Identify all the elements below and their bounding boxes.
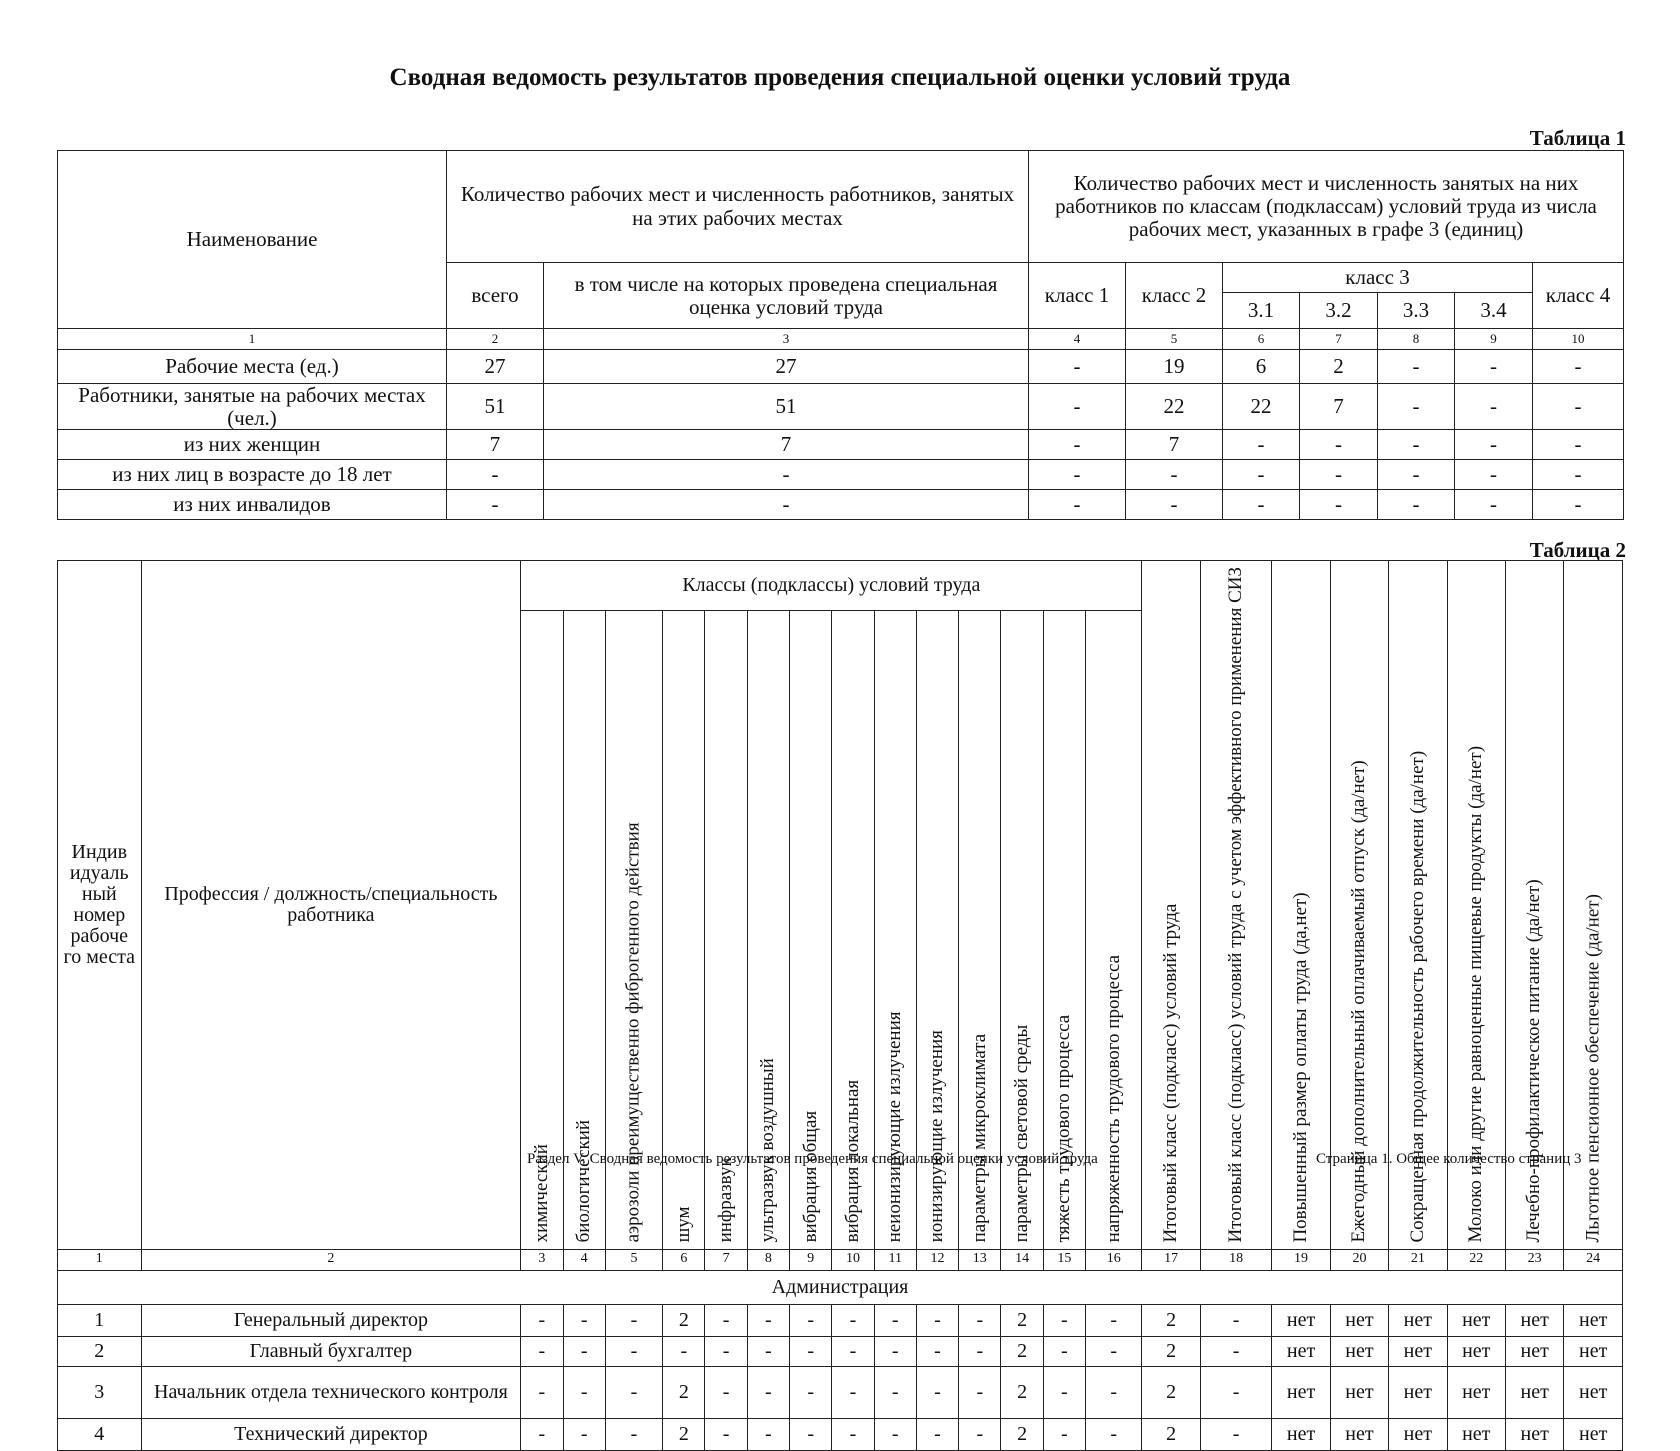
col-number: 10 <box>832 1249 874 1270</box>
t2-row <box>58 1366 1623 1418</box>
t2-cell: - <box>916 1418 958 1450</box>
t1-header-3-3: 3.3 <box>1378 293 1455 329</box>
t1-header-class2: класс 2 <box>1126 263 1223 329</box>
t2-cell: 2 <box>1142 1366 1200 1418</box>
t2-header-guarantee: Молоко или другие равноценные пищевые продукты (да/нет) <box>1447 561 1505 1250</box>
t2-section-administration: Администрация <box>58 1270 1623 1304</box>
t1-row-name: из них лиц в возрасте до 18 лет <box>58 460 447 490</box>
t2-cell: 2 <box>1001 1418 1043 1450</box>
t2-cell: - <box>747 1418 789 1450</box>
t2-cell: нет <box>1447 1418 1505 1450</box>
t2-column-numbers <box>58 1249 1623 1270</box>
col-number: 11 <box>874 1249 916 1270</box>
t2-cell: - <box>563 1366 605 1418</box>
t2-cell: - <box>916 1366 958 1418</box>
col-number: 2 <box>141 1249 521 1270</box>
t1-row-name: из них инвалидов <box>58 490 447 520</box>
col-number: 23 <box>1505 1249 1563 1270</box>
col-number: 13 <box>959 1249 1001 1270</box>
t1-header-3-2: 3.2 <box>1300 293 1378 329</box>
t2-cell: - <box>790 1336 832 1366</box>
t1-header-name: Наименование <box>58 151 447 329</box>
t1-header-class-group: Количество рабочих мест и численность занятых на них работников по классам (подклассам) условий труда из числа рабочих мест, указанных в графе 3 (единиц) <box>1029 151 1624 263</box>
t2-header-factor: ультразвук воздушный <box>747 611 789 1249</box>
t2-cell: - <box>832 1304 874 1336</box>
t2-row-id: 1 <box>58 1304 142 1336</box>
col-number: 7 <box>1300 329 1378 350</box>
t2-header-guarantee: Ежегодный дополнительный оплачиваемый отпуск (да/нет) <box>1330 561 1388 1250</box>
t1-cell: - <box>1455 384 1533 430</box>
t2-cell: - <box>1200 1366 1272 1418</box>
col-number: 4 <box>1029 329 1126 350</box>
t2-cell: нет <box>1330 1304 1388 1336</box>
t1-cell: - <box>1029 460 1126 490</box>
t2-header-guarantee: Сокращенная продолжительность рабочего времени (да/нет) <box>1389 561 1447 1250</box>
t2-cell: нет <box>1272 1366 1330 1418</box>
col-number: 8 <box>747 1249 789 1270</box>
t1-cell: - <box>1029 384 1126 430</box>
t1-cell: - <box>544 460 1029 490</box>
col-number: 5 <box>605 1249 662 1270</box>
t1-body <box>58 350 1624 520</box>
t2-cell: нет <box>1330 1366 1388 1418</box>
col-number: 7 <box>705 1249 747 1270</box>
t1-cell: - <box>1378 350 1455 384</box>
col-number: 3 <box>521 1249 563 1270</box>
t2-cell: нет <box>1564 1418 1623 1450</box>
t2-row <box>58 1336 1623 1366</box>
t2-cell: 2 <box>1001 1366 1043 1418</box>
t2-row-name: Начальник отдела технического контроля <box>141 1366 521 1418</box>
col-number: 21 <box>1389 1249 1447 1270</box>
t2-cell: 2 <box>663 1366 705 1418</box>
t1-cell: - <box>1533 460 1624 490</box>
t2-cell: - <box>521 1304 563 1336</box>
col-number: 3 <box>544 329 1029 350</box>
t2-cell: нет <box>1389 1366 1447 1418</box>
t2-row-id: 2 <box>58 1336 142 1366</box>
t1-cell: 27 <box>447 350 544 384</box>
t2-cell: - <box>705 1336 747 1366</box>
col-number: 16 <box>1086 1249 1142 1270</box>
t2-row-name: Технический директор <box>141 1418 521 1450</box>
t2-cell: нет <box>1447 1304 1505 1336</box>
t2-cell: - <box>563 1336 605 1366</box>
t2-cell: - <box>1043 1304 1085 1336</box>
col-number: 12 <box>916 1249 958 1270</box>
t1-row-name: Работники, занятые на рабочих местах (чел.) <box>58 384 447 430</box>
t2-cell: - <box>874 1418 916 1450</box>
col-number: 17 <box>1142 1249 1200 1270</box>
t2-header-classes-group: Классы (подклассы) условий труда <box>521 561 1142 611</box>
t2-cell: 2 <box>1001 1304 1043 1336</box>
t1-cell: - <box>1378 490 1455 520</box>
t1-cell: 7 <box>447 430 544 460</box>
t2-cell: нет <box>1447 1366 1505 1418</box>
t1-cell: 19 <box>1126 350 1223 384</box>
t1-row <box>58 384 1624 430</box>
t1-cell: - <box>1533 350 1624 384</box>
t2-cell: нет <box>1564 1366 1623 1418</box>
col-number: 9 <box>1455 329 1533 350</box>
t1-cell: - <box>1029 430 1126 460</box>
t1-cell: 51 <box>544 384 1029 430</box>
col-number: 22 <box>1447 1249 1505 1270</box>
t2-cell: нет <box>1505 1336 1563 1366</box>
t2-cell: - <box>832 1336 874 1366</box>
t2-cell: - <box>1200 1304 1272 1336</box>
t1-cell: - <box>447 490 544 520</box>
t2-cell: нет <box>1505 1304 1563 1336</box>
t1-header-assessed: в том числе на которых проведена специальная оценка условий труда <box>544 263 1029 329</box>
t2-header-factor: аэрозоли преимущественно фиброгенного действия <box>605 611 662 1249</box>
t2-cell: - <box>747 1304 789 1336</box>
t1-cell: - <box>544 490 1029 520</box>
t2-cell: нет <box>1564 1304 1623 1336</box>
t1-header-class4: класс 4 <box>1533 263 1624 329</box>
t2-cell: - <box>705 1366 747 1418</box>
t2-cell: - <box>874 1304 916 1336</box>
t2-cell: - <box>959 1366 1001 1418</box>
t1-cell: - <box>1455 490 1533 520</box>
t1-row <box>58 350 1624 384</box>
t1-cell: - <box>1223 490 1300 520</box>
t1-cell: - <box>1300 430 1378 460</box>
t2-cell: - <box>959 1336 1001 1366</box>
t2-cell: нет <box>1389 1418 1447 1450</box>
t2-cell: - <box>563 1304 605 1336</box>
t2-cell: - <box>1086 1304 1142 1336</box>
t2-cell: - <box>705 1418 747 1450</box>
t2-cell: нет <box>1272 1336 1330 1366</box>
page-title: Сводная ведомость результатов проведения специальной оценки условий труда <box>389 64 1291 91</box>
t2-cell: 2 <box>1142 1336 1200 1366</box>
t2-cell: нет <box>1330 1336 1388 1366</box>
t2-cell: - <box>790 1366 832 1418</box>
col-number: 18 <box>1200 1249 1272 1270</box>
t1-cell: - <box>1533 430 1624 460</box>
t2-body <box>58 1304 1623 1450</box>
t2-cell: - <box>1086 1336 1142 1366</box>
t2-row-name: Генеральный директор <box>141 1304 521 1336</box>
col-number: 6 <box>1223 329 1300 350</box>
col-number: 2 <box>447 329 544 350</box>
t2-cell: - <box>1043 1366 1085 1418</box>
t2-cell: - <box>790 1418 832 1450</box>
t1-cell: 2 <box>1300 350 1378 384</box>
t2-header-id: Индив идуаль ный номер рабоче го места <box>58 561 142 1250</box>
t2-header-final-class-siz: Итоговый класс (подкласс) условий труда с учетом эффективного применения СИЗ <box>1200 561 1272 1250</box>
t2-cell: - <box>1043 1418 1085 1450</box>
t1-cell: 7 <box>1300 384 1378 430</box>
col-number: 19 <box>1272 1249 1330 1270</box>
t2-header-guarantee: Льготное пенсионное обеспечение (да/нет) <box>1564 561 1623 1250</box>
t1-cell: - <box>1029 350 1126 384</box>
t2-header-factor: параметры световой среды <box>1001 611 1043 1249</box>
t2-cell: - <box>747 1366 789 1418</box>
t1-cell: 6 <box>1223 350 1300 384</box>
t2-cell: - <box>1200 1336 1272 1366</box>
t1-cell: - <box>1455 430 1533 460</box>
col-number: 20 <box>1330 1249 1388 1270</box>
t2-cell: нет <box>1447 1336 1505 1366</box>
col-number: 4 <box>563 1249 605 1270</box>
t2-cell: - <box>1086 1366 1142 1418</box>
col-number: 5 <box>1126 329 1223 350</box>
t1-cell: 7 <box>1126 430 1223 460</box>
t2-cell: - <box>521 1418 563 1450</box>
t2-cell: - <box>605 1336 662 1366</box>
t2-header-profession: Профессия / должность/специальность работника <box>141 561 521 1250</box>
t2-cell: 2 <box>663 1418 705 1450</box>
t2-header-factor: шум <box>663 611 705 1249</box>
t2-header-guarantee: Лечебно-профилактическое питание (да/нет) <box>1505 561 1563 1250</box>
col-number: 1 <box>58 1249 142 1270</box>
t2-cell: нет <box>1505 1418 1563 1450</box>
t1-header-class1: класс 1 <box>1029 263 1126 329</box>
t1-cell: 22 <box>1223 384 1300 430</box>
col-number: 6 <box>663 1249 705 1270</box>
t2-cell: нет <box>1330 1418 1388 1450</box>
t2-cell: - <box>563 1418 605 1450</box>
t2-cell: нет <box>1272 1304 1330 1336</box>
t2-cell: - <box>916 1336 958 1366</box>
t1-cell: - <box>1455 350 1533 384</box>
t2-cell: - <box>959 1304 1001 1336</box>
col-number: 1 <box>58 329 447 350</box>
t2-cell: - <box>663 1336 705 1366</box>
t1-header-count-group: Количество рабочих мест и численность работников, занятых на этих рабочих местах <box>447 151 1029 263</box>
t2-cell: - <box>605 1366 662 1418</box>
t1-column-numbers <box>58 329 1624 350</box>
col-number: 14 <box>1001 1249 1043 1270</box>
t2-cell: 2 <box>1001 1336 1043 1366</box>
t2-cell: - <box>874 1366 916 1418</box>
t2-header-factor: напряженность трудового процесса <box>1086 611 1142 1249</box>
t2-cell: - <box>832 1366 874 1418</box>
t1-cell: 22 <box>1126 384 1223 430</box>
t1-cell: - <box>1126 490 1223 520</box>
t2-header-factor: ионизирующие излучения <box>916 611 958 1249</box>
t2-row <box>58 1304 1623 1336</box>
t2-cell: - <box>605 1304 662 1336</box>
t2-header-factor: инфразвук <box>705 611 747 1249</box>
t1-cell: 51 <box>447 384 544 430</box>
t1-row <box>58 430 1624 460</box>
t2-header-factor: вибрация локальная <box>832 611 874 1249</box>
t2-header-factor: биологический <box>563 611 605 1249</box>
footer-section-text: Раздел V. Сводная ведомость результатов проведения специальной оценки условий труда <box>527 1151 1098 1167</box>
t2-cell: - <box>832 1418 874 1450</box>
col-number: 9 <box>790 1249 832 1270</box>
table1 <box>57 150 1624 520</box>
t2-header-factor: вибрация общая <box>790 611 832 1249</box>
t2-header-factor: параметры микроклимата <box>959 611 1001 1249</box>
col-number: 8 <box>1378 329 1455 350</box>
t1-row <box>58 460 1624 490</box>
t2-cell: нет <box>1389 1304 1447 1336</box>
t1-row-name: из них женщин <box>58 430 447 460</box>
t2-cell: нет <box>1272 1418 1330 1450</box>
t2-row-id: 3 <box>58 1366 142 1418</box>
t2-header-final-class: Итоговый класс (подкласс) условий труда <box>1142 561 1200 1250</box>
t2-cell: нет <box>1389 1336 1447 1366</box>
t1-cell: - <box>1223 430 1300 460</box>
t2-cell: - <box>521 1336 563 1366</box>
t1-cell: - <box>1126 460 1223 490</box>
t1-header-class3: класс 3 <box>1223 263 1533 293</box>
footer-page-text: Страница 1. Общее количество страниц 3 <box>1316 1151 1582 1167</box>
t1-cell: - <box>1378 460 1455 490</box>
table2 <box>57 560 1623 1451</box>
t2-cell: - <box>959 1418 1001 1450</box>
t1-cell: - <box>1378 430 1455 460</box>
t2-cell: - <box>916 1304 958 1336</box>
t2-cell: - <box>605 1418 662 1450</box>
t2-header-guarantee: Повышенный размер оплаты труда (да,нет) <box>1272 561 1330 1250</box>
t1-cell: - <box>1223 460 1300 490</box>
t2-cell: - <box>790 1304 832 1336</box>
t2-row-name: Главный бухгалтер <box>141 1336 521 1366</box>
t1-cell: 7 <box>544 430 1029 460</box>
t1-row-name: Рабочие места (ед.) <box>58 350 447 384</box>
t2-cell: нет <box>1564 1336 1623 1366</box>
t2-cell: - <box>521 1366 563 1418</box>
t2-cell: 2 <box>1142 1304 1200 1336</box>
t1-cell: - <box>1300 490 1378 520</box>
table2-label: Таблица 2 <box>1529 538 1626 562</box>
t2-header-factor: химический <box>521 611 563 1249</box>
t2-cell: 2 <box>663 1304 705 1336</box>
t1-cell: - <box>447 460 544 490</box>
t1-cell: - <box>1378 384 1455 430</box>
col-number: 15 <box>1043 1249 1085 1270</box>
t2-cell: 2 <box>1142 1418 1200 1450</box>
t1-header-3-1: 3.1 <box>1223 293 1300 329</box>
t2-header-factor: тяжесть трудового процесса <box>1043 611 1085 1249</box>
t2-cell: - <box>874 1336 916 1366</box>
t1-cell: - <box>1455 460 1533 490</box>
t1-row <box>58 490 1624 520</box>
t2-cell: - <box>1043 1336 1085 1366</box>
col-number: 24 <box>1564 1249 1623 1270</box>
t1-header-3-4: 3.4 <box>1455 293 1533 329</box>
t1-cell: - <box>1533 490 1624 520</box>
t2-row <box>58 1418 1623 1450</box>
t1-cell: - <box>1029 490 1126 520</box>
t1-cell: - <box>1533 384 1624 430</box>
t2-cell: - <box>747 1336 789 1366</box>
t2-cell: - <box>705 1304 747 1336</box>
t1-header-total: всего <box>447 263 544 329</box>
t2-cell: - <box>1200 1418 1272 1450</box>
t1-cell: - <box>1300 460 1378 490</box>
t2-header-factor: неионизирующие излучения <box>874 611 916 1249</box>
t1-cell: 27 <box>544 350 1029 384</box>
t2-cell: - <box>1086 1418 1142 1450</box>
col-number: 10 <box>1533 329 1624 350</box>
t2-cell: нет <box>1505 1366 1563 1418</box>
table1-label: Таблица 1 <box>1529 126 1626 150</box>
t2-row-id: 4 <box>58 1418 142 1450</box>
